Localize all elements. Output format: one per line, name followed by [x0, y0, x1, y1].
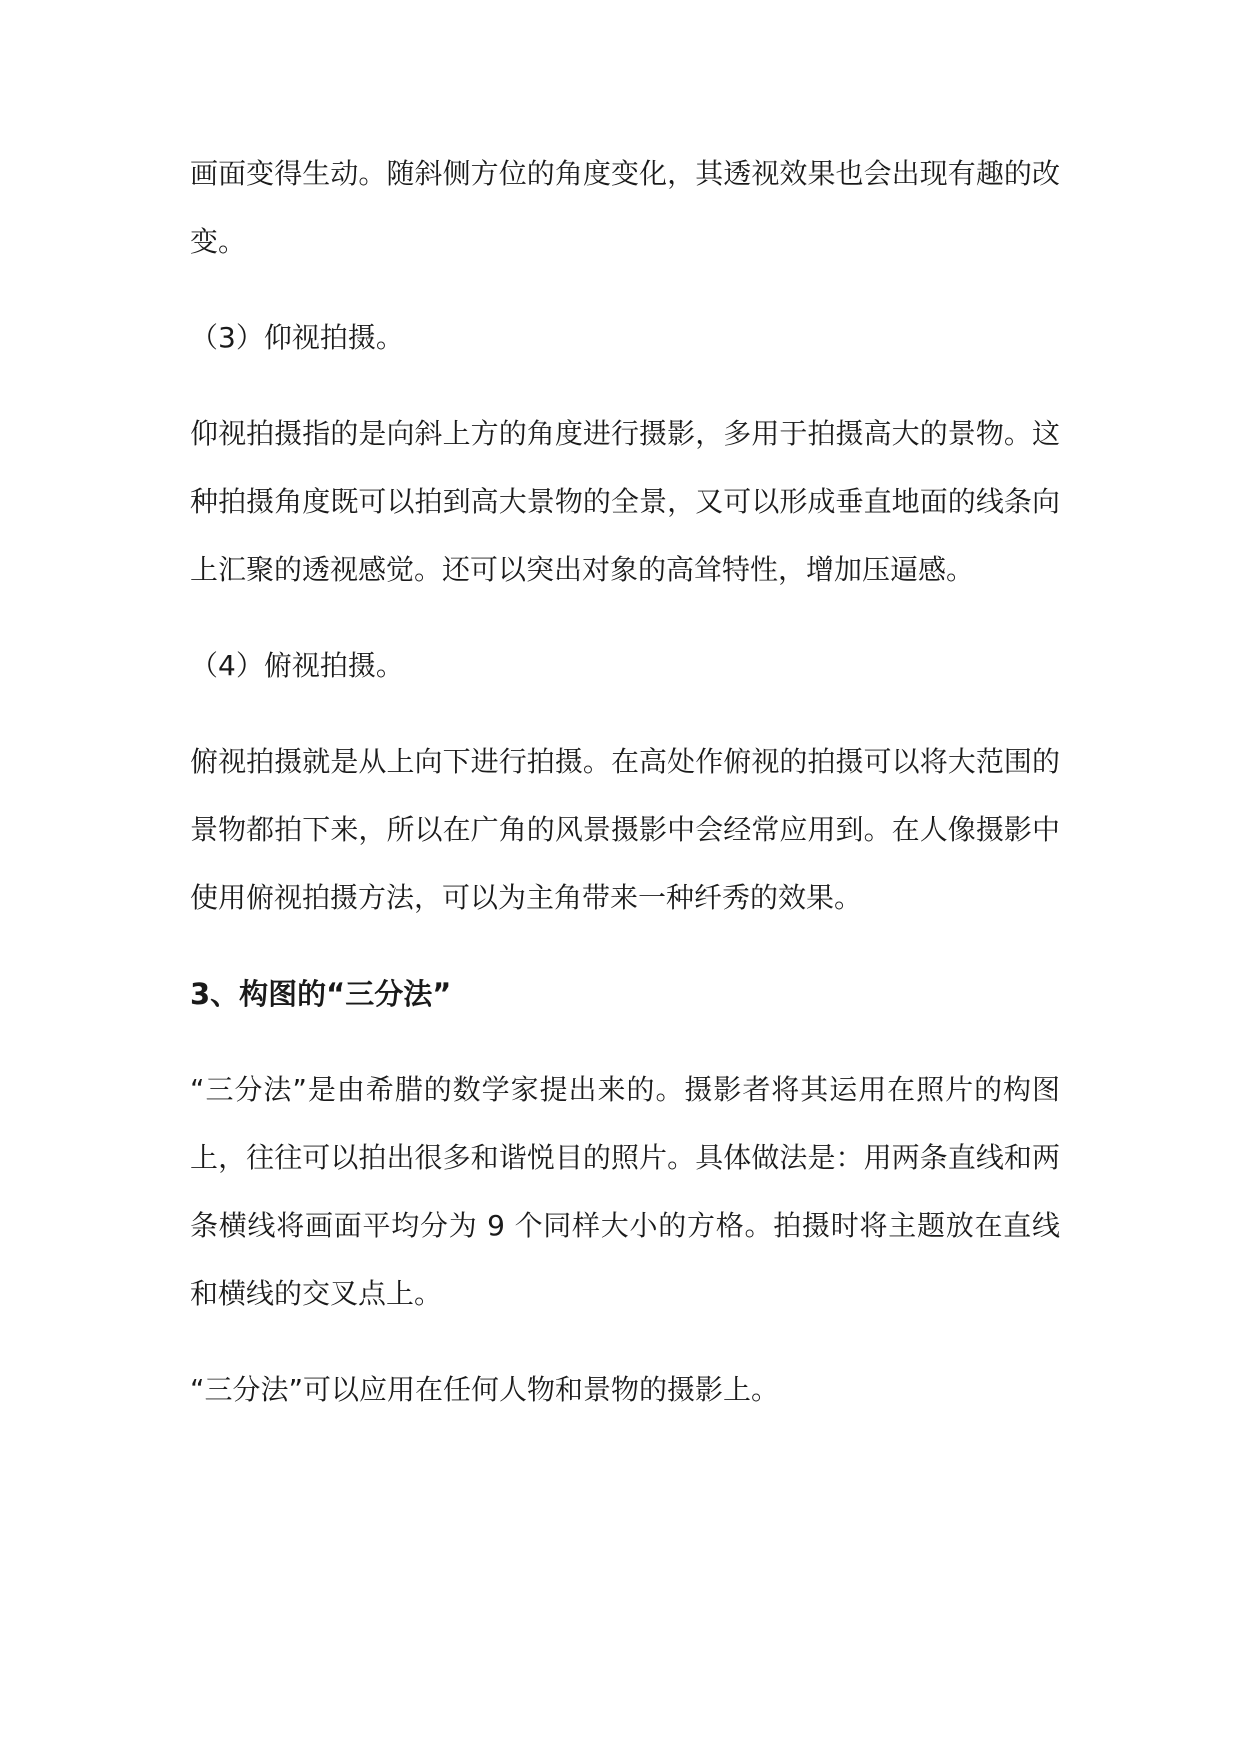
paragraph-high-angle: 俯视拍摄就是从上向下进行拍摄。在高处作俯视的拍摄可以将大范围的景物都拍下来，所以在广角的风景摄影中会经常应用到。在人像摄影中使用俯视拍摄方法，可以为主角带来一种纤秀的效果。	[190, 745, 1060, 914]
document-page	[190, 140, 1060, 1452]
paragraph-low-angle: 仰视拍摄指的是向斜上方的角度进行摄影，多用于拍摄高大的景物。这种拍摄角度既可以拍到高大景物的全景，又可以形成垂直地面的线条向上汇聚的透视感觉。还可以突出对象的高耸特性，增加压逼感。	[190, 417, 1060, 586]
subheading-high-angle: （4）俯视拍摄。	[190, 649, 404, 682]
paragraph-rule-of-thirds-application: “三分法”可以应用在任何人物和景物的摄影上。	[190, 1373, 780, 1406]
paragraph-oblique-angle-end: 画面变得生动。随斜侧方位的角度变化，其透视效果也会出现有趣的改变。	[190, 157, 1060, 258]
section-heading-rule-of-thirds: 3、构图的“三分法”	[190, 977, 452, 1011]
subheading-low-angle: （3）仰视拍摄。	[190, 321, 404, 354]
paragraph-rule-of-thirds: “三分法”是由希腊的数学家提出来的。摄影者将其运用在照片的构图上，往往可以拍出很多和谐悦目的照片。具体做法是：用两条直线和两条横线将画面平均分为 9 个同样大小的方格。拍摄时将主题放在直线和横线的交叉点上。	[190, 1073, 1060, 1310]
